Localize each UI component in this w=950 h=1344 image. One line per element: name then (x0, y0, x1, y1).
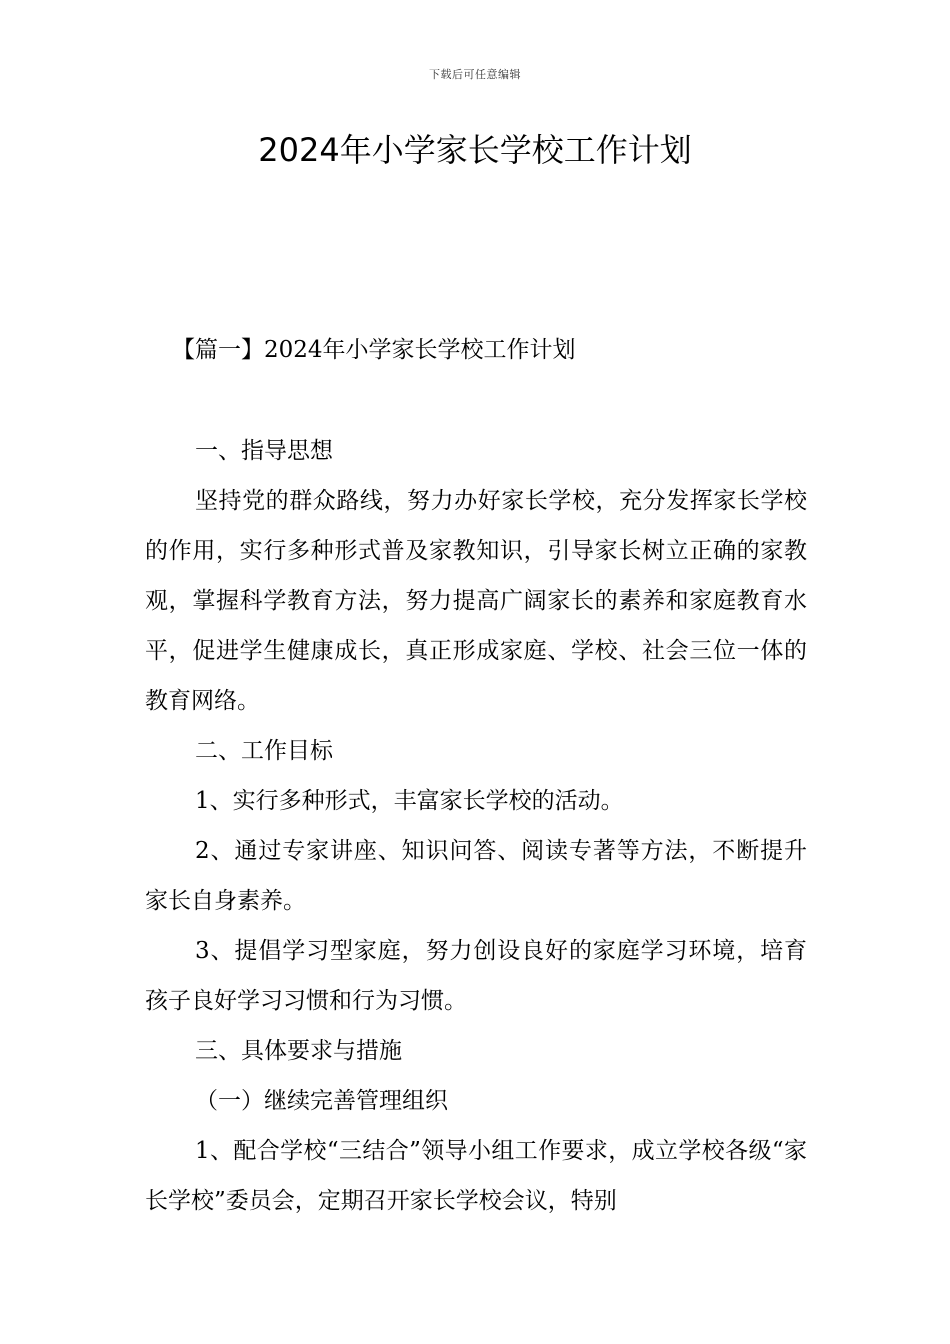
header-note: 下载后可任意编辑 (429, 68, 521, 81)
section-title: 【篇一】2024年小学家长学校工作计划 (172, 337, 576, 363)
paragraph-goal-3: 3、提倡学习型家庭，努力创设良好的家庭学习环境，培育孩子良好学习习惯和行为习惯。 (145, 938, 807, 1014)
paragraph-measure-1: 1、配合学校“三结合”领导小组工作要求，成立学校各级“家长学校”委员会，定期召开家长学校会议，特别 (145, 1138, 807, 1214)
heading-guiding-ideology: 一、指导思想 (195, 438, 333, 464)
paragraph-guiding-ideology: 坚持党的群众路线，努力办好家长学校，充分发挥家长学校的作用，实行多种形式普及家教知识，引导家长树立正确的家教观，掌握科学教育方法，努力提高广阔家长的素养和家庭教育水平，促进学生健康成长，真正形成家庭、学校、社会三位一体的教育网络。 (145, 488, 807, 714)
page-title: 2024年小学家长学校工作计划 (258, 131, 692, 169)
heading-work-goals: 二、工作目标 (195, 738, 333, 764)
document-body (145, 426, 807, 1226)
paragraph-goal-1: 1、实行多种形式，丰富家长学校的活动。 (195, 788, 624, 814)
subheading-management-organization: （一）继续完善管理组织 (195, 1088, 448, 1114)
heading-requirements-measures: 三、具体要求与措施 (195, 1038, 402, 1064)
paragraph-goal-2: 2、通过专家讲座、知识问答、阅读专著等方法，不断提升家长自身素养。 (145, 838, 807, 914)
